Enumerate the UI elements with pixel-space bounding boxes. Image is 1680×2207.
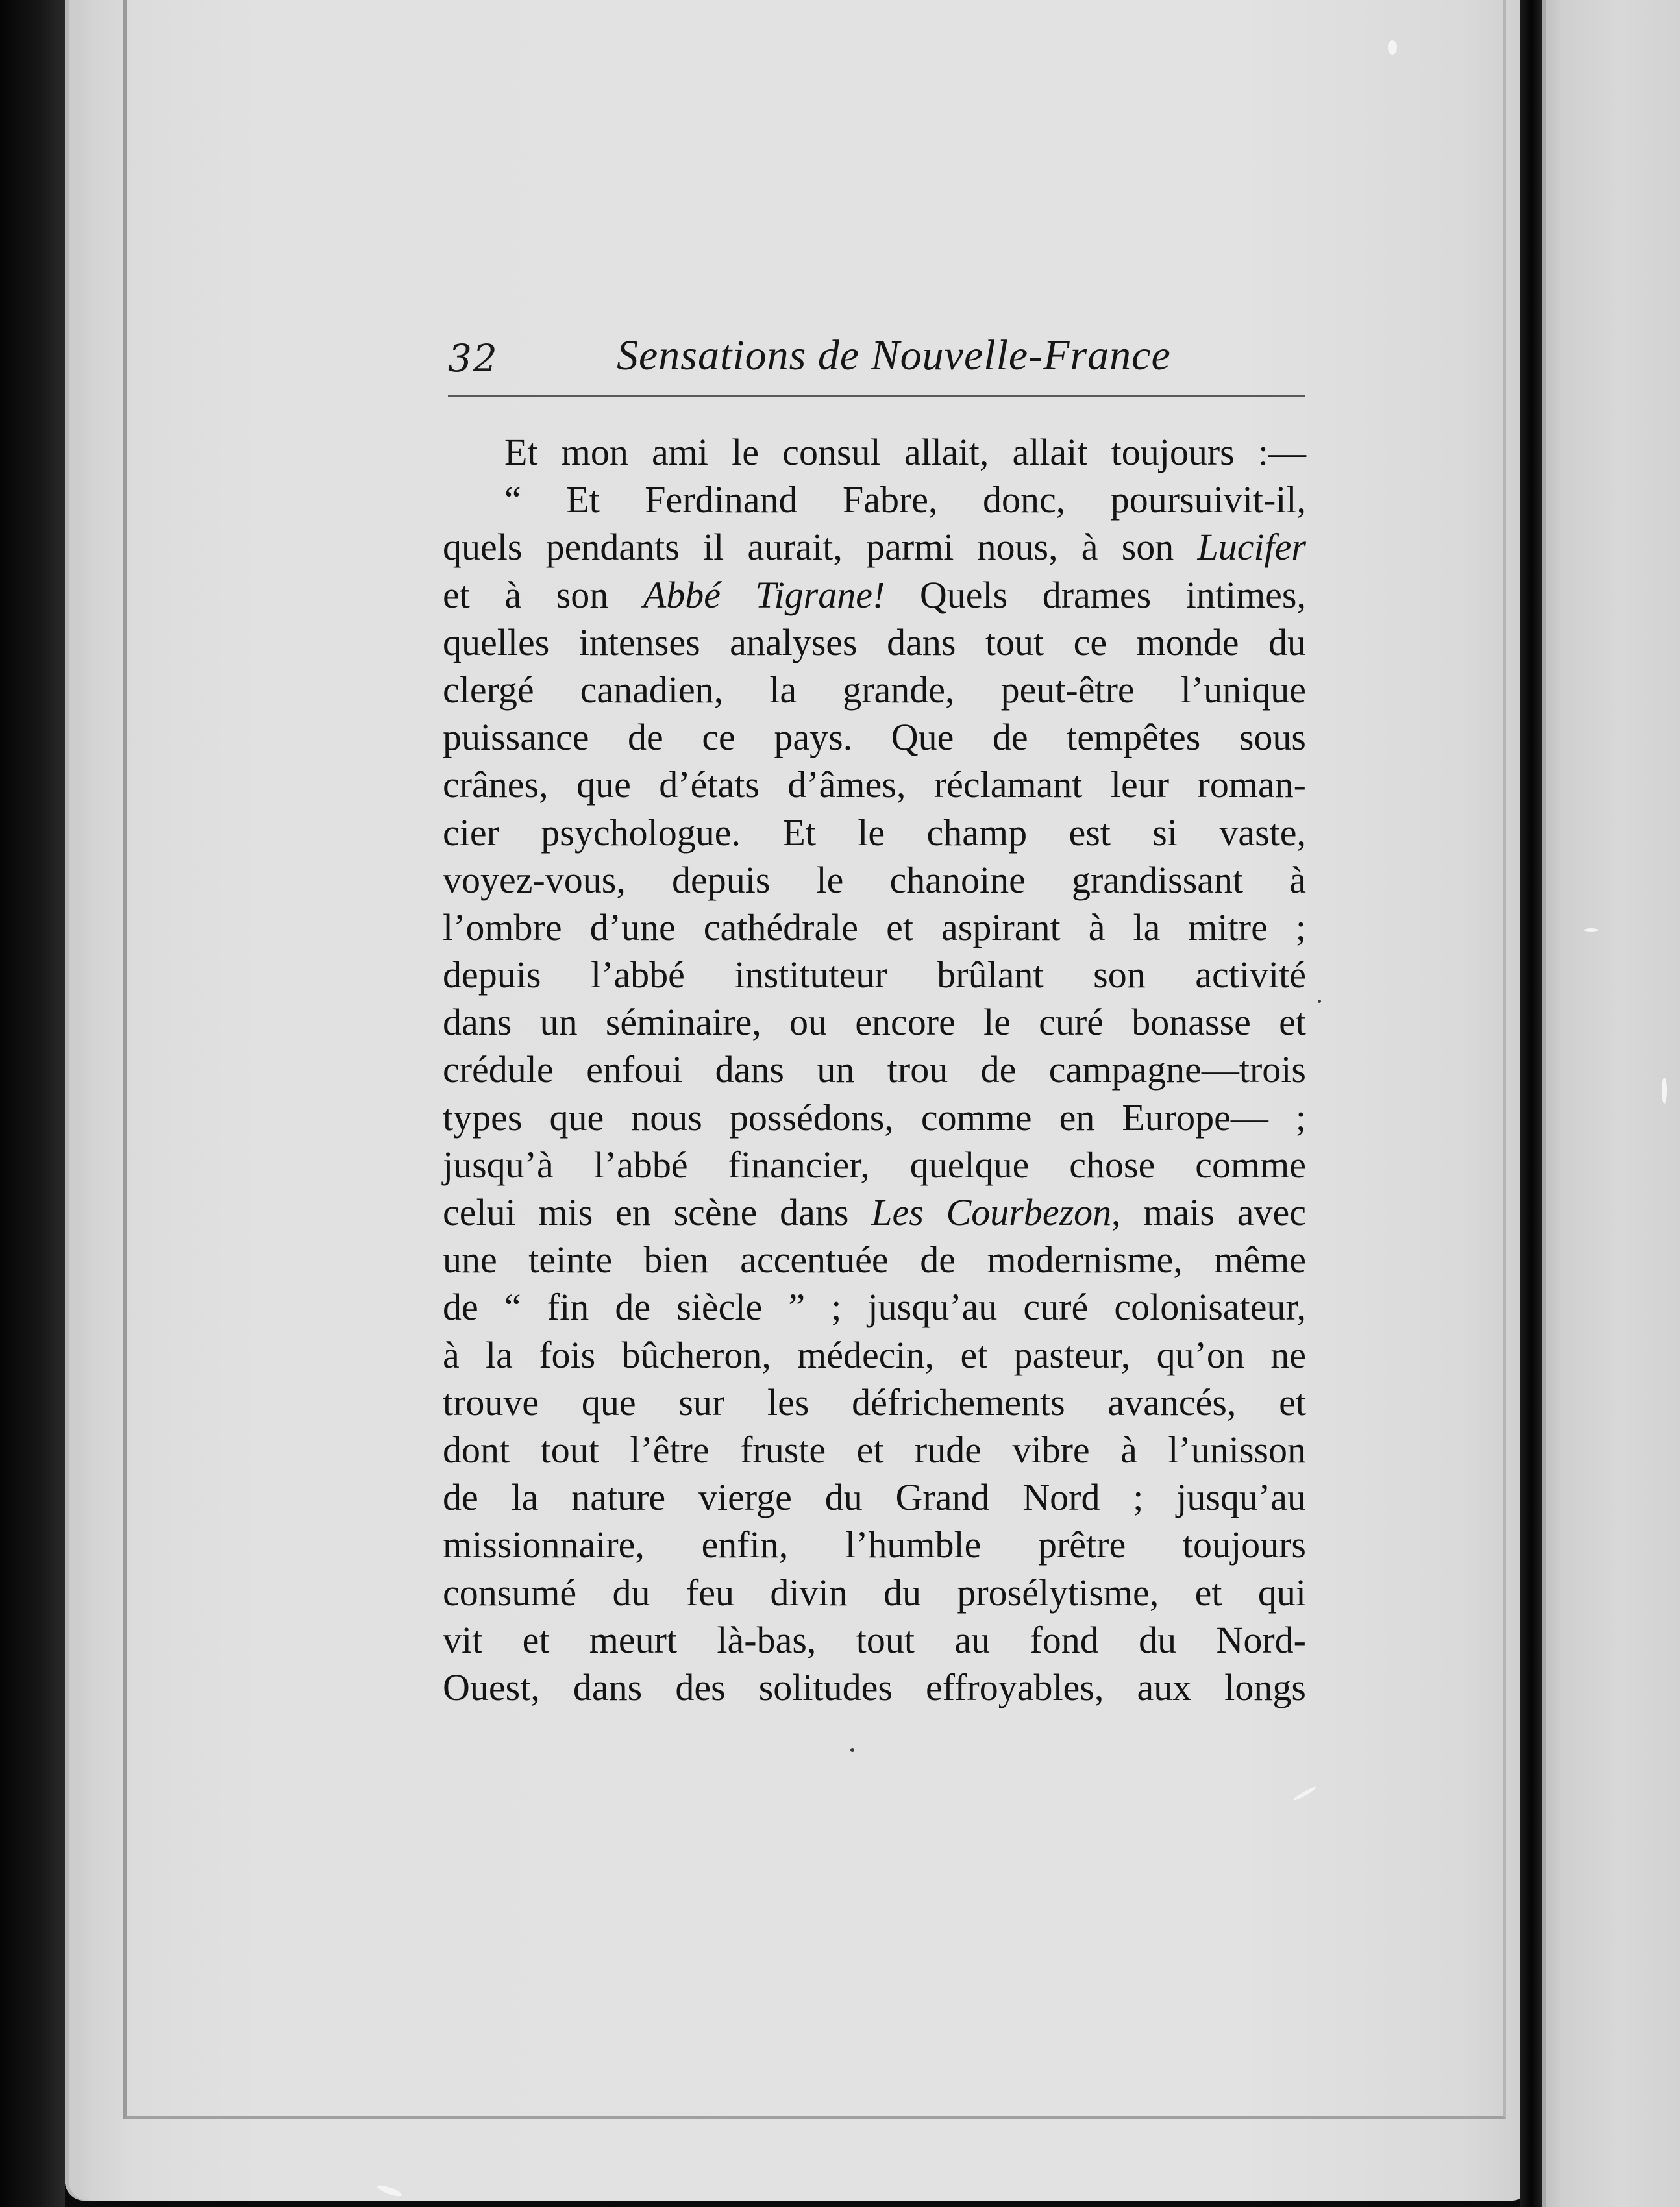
italic-title-abbe-tigrane: Abbé Tigrane! (643, 573, 885, 616)
text-run: à la fois bûcheron, médecin, et pasteur, qu’on ne (443, 1333, 1306, 1376)
text-run: dans un séminaire, ou encore le curé bonasse et (443, 1001, 1306, 1044)
text-run: l’ombre d’une cathédrale et aspirant à la mitre ; (443, 906, 1306, 948)
text-line (443, 1189, 1306, 1236)
text-line (443, 476, 1306, 523)
text-line (443, 761, 1306, 808)
scan-speck (1318, 1000, 1321, 1003)
text-run: crânes, que d’états d’âmes, réclamant leur roman- (443, 763, 1306, 806)
header-rule (448, 395, 1305, 397)
text-line (443, 1473, 1306, 1521)
text-line (443, 1283, 1306, 1331)
book-gutter (1520, 0, 1542, 2207)
text-line (443, 904, 1306, 951)
text-run: quelles intenses analyses dans tout ce monde du (443, 621, 1306, 663)
running-title: Sensations de Nouvelle-France (617, 332, 1171, 379)
scan-speck (1388, 40, 1397, 55)
body-text (443, 428, 1306, 1711)
text-line (443, 1141, 1306, 1189)
facing-page-fold (1542, 0, 1546, 2207)
text-run: voyez-vous, depuis le chanoine grandissant à (443, 858, 1306, 901)
text-line (443, 856, 1306, 904)
facing-page-edge (1542, 0, 1680, 2207)
text-line (443, 1331, 1306, 1379)
scan-speck (850, 1748, 854, 1752)
text-line (443, 1426, 1306, 1473)
text-run: trouve que sur les défrichements avancés, et (443, 1381, 1306, 1424)
text-run: depuis l’abbé instituteur brûlant son activité (443, 954, 1306, 996)
text-line (443, 1046, 1306, 1093)
text-line (443, 809, 1306, 856)
text-run: une teinte bien accentuée de modernisme, même (443, 1239, 1306, 1281)
text-run: vit et meurt là-bas, tout au fond du Nord- (443, 1618, 1306, 1661)
text-run: consumé du feu divin du prosélytisme, et qui (443, 1571, 1306, 1614)
text-line (443, 1616, 1306, 1664)
text-run: crédule enfoui dans un trou de campagne—trois (443, 1048, 1306, 1091)
text-run: Quels drames intimes, (885, 573, 1306, 616)
text-line (443, 619, 1306, 666)
text-run: quels pendants il aurait, parmi nous, à son (443, 526, 1198, 569)
text-line (443, 713, 1306, 761)
scanner-bed-edge (0, 0, 65, 2207)
text-run: Ouest, dans des solitudes effroyables, aux longs (443, 1666, 1306, 1708)
text-run: clergé canadien, la grande, peut-être l’unique (443, 668, 1306, 711)
text-run: types que nous possédons, comme en Europe— ; (443, 1096, 1306, 1139)
text-line (443, 571, 1306, 619)
text-run: jusqu’à l’abbé financier, quelque chose comme (443, 1143, 1306, 1186)
text-run: de la nature vierge du Grand Nord ; jusqu’au (443, 1476, 1306, 1519)
text-run: cier psychologue. Et le champ est si vaste, (443, 811, 1306, 854)
text-run: “ Et Ferdinand Fabre, donc, poursuivit-il, (504, 478, 1306, 521)
text-run: , mais avec (1111, 1191, 1306, 1233)
text-line (443, 666, 1306, 713)
text-line (443, 1521, 1306, 1568)
scan-speck (1584, 928, 1598, 932)
text-run: puissance de ce pays. Que de tempêtes sous (443, 716, 1306, 759)
text-run: missionnaire, enfin, l’humble prêtre toujours (443, 1523, 1306, 1566)
text-run: Et mon ami le consul allait, allait toujours :— (504, 431, 1306, 473)
text-line (443, 1379, 1306, 1426)
text-line (443, 1569, 1306, 1616)
text-line (443, 1094, 1306, 1141)
text-line (443, 1664, 1306, 1711)
text-run: dont tout l’être fruste et rude vibre à l’unisson (443, 1428, 1306, 1471)
italic-title-lucifer: Lucifer (1197, 526, 1306, 569)
text-line (443, 523, 1306, 571)
text-line (443, 1236, 1306, 1283)
italic-title-les-courbezon: Les Courbezon (871, 1191, 1112, 1233)
text-line (443, 951, 1306, 998)
page-number: 32 (448, 336, 499, 380)
text-run: celui mis en scène dans (443, 1191, 872, 1233)
running-header (448, 325, 1305, 396)
text-line (443, 998, 1306, 1046)
scan-speck (1662, 1078, 1667, 1104)
text-run: de “ fin de siècle ” ; jusqu’au curé colonisateur, (443, 1286, 1306, 1329)
text-line (443, 428, 1306, 476)
text-run: et à son (443, 573, 643, 616)
